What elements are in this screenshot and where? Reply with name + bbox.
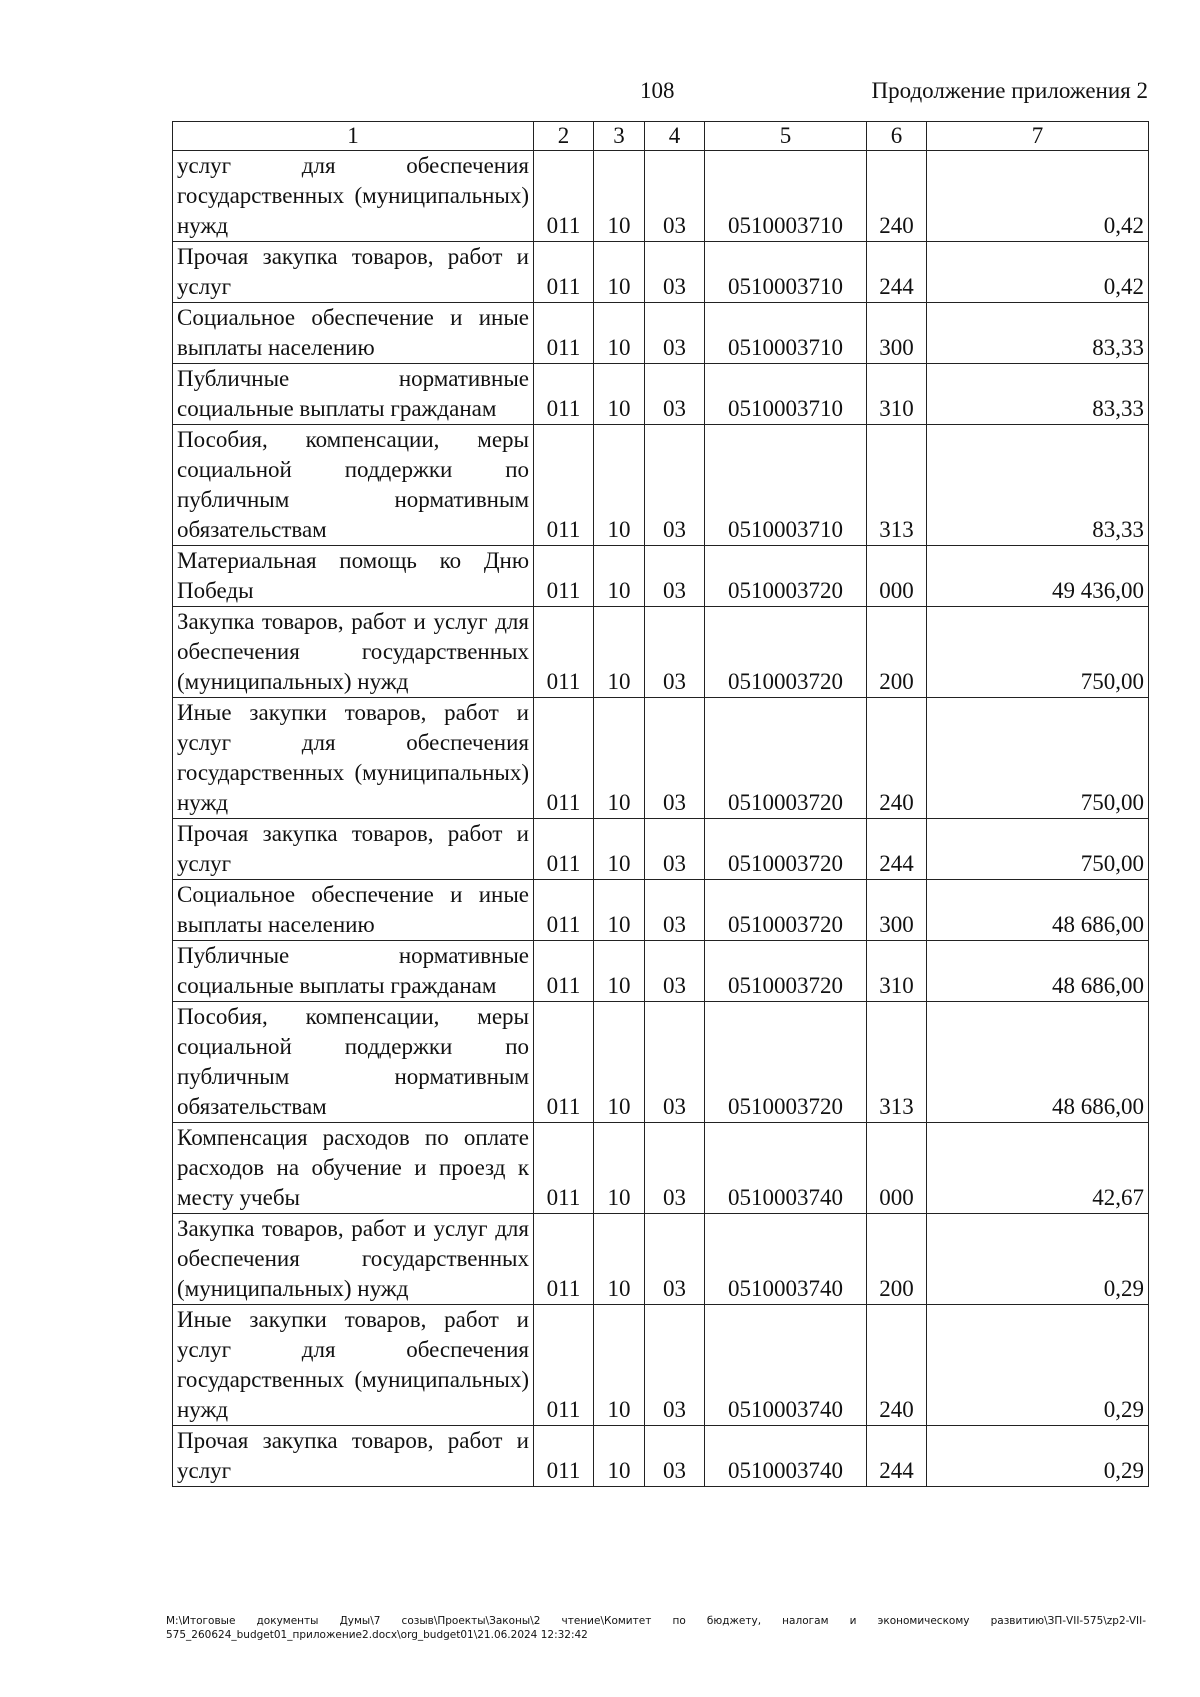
cell-expense-type: 200: [867, 1214, 927, 1305]
cell-target-article: 0510003720: [705, 698, 867, 819]
cell-name: Материальная помощь ко Дню Победы: [173, 546, 534, 607]
cell-section: 10: [594, 151, 645, 242]
page-number: 108: [640, 78, 675, 103]
table-row: [173, 819, 1149, 880]
cell-expense-type: 240: [867, 698, 927, 819]
cell-expense-type: 313: [867, 1002, 927, 1123]
cell-target-article: 0510003720: [705, 607, 867, 698]
cell-target-article: 0510003710: [705, 151, 867, 242]
cell-subsection: 03: [645, 1214, 705, 1305]
cell-name: Закупка товаров, работ и услуг для обеспечения государственных (муниципальных) нужд: [173, 1214, 534, 1305]
table-row: [173, 1002, 1149, 1123]
cell-section: 10: [594, 819, 645, 880]
cell-expense-type: 244: [867, 1426, 927, 1487]
cell-name: Пособия, компенсации, меры социальной поддержки по публичным нормативным обязательствам: [173, 425, 534, 546]
cell-subsection: 03: [645, 1123, 705, 1214]
cell-section: 10: [594, 546, 645, 607]
cell-target-article: 0510003740: [705, 1123, 867, 1214]
cell-expense-type: 244: [867, 819, 927, 880]
cell-subsection: 03: [645, 1002, 705, 1123]
cell-name: Пособия, компенсации, меры социальной поддержки по публичным нормативным обязательствам: [173, 1002, 534, 1123]
continuation-label: Продолжение приложения 2: [871, 78, 1148, 103]
cell-amount: 83,33: [927, 364, 1149, 425]
table-header-row: [173, 122, 1149, 151]
cell-name: Прочая закупка товаров, работ и услуг: [173, 819, 534, 880]
cell-amount: 49 436,00: [927, 546, 1149, 607]
column-header: 2: [534, 122, 594, 151]
cell-code: 011: [534, 1305, 594, 1426]
cell-amount: 0,29: [927, 1305, 1149, 1426]
cell-expense-type: 244: [867, 242, 927, 303]
cell-subsection: 03: [645, 303, 705, 364]
cell-target-article: 0510003710: [705, 425, 867, 546]
column-header: 3: [594, 122, 645, 151]
cell-code: 011: [534, 819, 594, 880]
cell-code: 011: [534, 303, 594, 364]
cell-section: 10: [594, 607, 645, 698]
table-row: [173, 941, 1149, 1002]
table-row: [173, 546, 1149, 607]
table-row: [173, 880, 1149, 941]
cell-name: Иные закупки товаров, работ и услуг для обеспечения государственных (муниципальных) нужд: [173, 1305, 534, 1426]
cell-section: 10: [594, 242, 645, 303]
table-row: [173, 242, 1149, 303]
cell-subsection: 03: [645, 607, 705, 698]
cell-expense-type: 000: [867, 546, 927, 607]
cell-section: 10: [594, 1426, 645, 1487]
cell-name: Публичные нормативные социальные выплаты гражданам: [173, 941, 534, 1002]
cell-code: 011: [534, 364, 594, 425]
cell-subsection: 03: [645, 819, 705, 880]
cell-name: Публичные нормативные социальные выплаты гражданам: [173, 364, 534, 425]
cell-subsection: 03: [645, 941, 705, 1002]
cell-code: 011: [534, 607, 594, 698]
cell-code: 011: [534, 242, 594, 303]
cell-expense-type: 000: [867, 1123, 927, 1214]
table-row: [173, 364, 1149, 425]
cell-amount: 48 686,00: [927, 941, 1149, 1002]
cell-target-article: 0510003720: [705, 941, 867, 1002]
cell-section: 10: [594, 425, 645, 546]
table-row: [173, 1305, 1149, 1426]
cell-subsection: 03: [645, 546, 705, 607]
cell-section: 10: [594, 880, 645, 941]
cell-name: услуг для обеспечения государственных (муниципальных) нужд: [173, 151, 534, 242]
column-header: 5: [705, 122, 867, 151]
cell-subsection: 03: [645, 1305, 705, 1426]
cell-code: 011: [534, 1426, 594, 1487]
table-row: [173, 1123, 1149, 1214]
cell-target-article: 0510003720: [705, 880, 867, 941]
column-header: 4: [645, 122, 705, 151]
cell-section: 10: [594, 1214, 645, 1305]
table-row: [173, 151, 1149, 242]
cell-code: 011: [534, 151, 594, 242]
cell-subsection: 03: [645, 425, 705, 546]
cell-code: 011: [534, 1123, 594, 1214]
cell-expense-type: 300: [867, 880, 927, 941]
cell-name: Прочая закупка товаров, работ и услуг: [173, 1426, 534, 1487]
cell-amount: 750,00: [927, 698, 1149, 819]
cell-expense-type: 200: [867, 607, 927, 698]
table-row: [173, 303, 1149, 364]
cell-code: 011: [534, 1002, 594, 1123]
cell-expense-type: 310: [867, 364, 927, 425]
cell-expense-type: 300: [867, 303, 927, 364]
budget-table: [172, 121, 1149, 1487]
cell-subsection: 03: [645, 364, 705, 425]
cell-name: Закупка товаров, работ и услуг для обеспечения государственных (муниципальных) нужд: [173, 607, 534, 698]
table-row: [173, 698, 1149, 819]
cell-target-article: 0510003740: [705, 1426, 867, 1487]
cell-code: 011: [534, 941, 594, 1002]
cell-expense-type: 310: [867, 941, 927, 1002]
cell-expense-type: 240: [867, 1305, 927, 1426]
cell-amount: 0,29: [927, 1214, 1149, 1305]
cell-amount: 750,00: [927, 819, 1149, 880]
cell-section: 10: [594, 698, 645, 819]
cell-section: 10: [594, 303, 645, 364]
cell-target-article: 0510003740: [705, 1214, 867, 1305]
cell-code: 011: [534, 425, 594, 546]
column-header: 7: [927, 122, 1149, 151]
table-row: [173, 1214, 1149, 1305]
cell-name: Компенсация расходов по оплате расходов на обучение и проезд к месту учебы: [173, 1123, 534, 1214]
cell-section: 10: [594, 1123, 645, 1214]
table-row: [173, 425, 1149, 546]
cell-amount: 42,67: [927, 1123, 1149, 1214]
cell-target-article: 0510003720: [705, 1002, 867, 1123]
cell-amount: 0,29: [927, 1426, 1149, 1487]
cell-amount: 48 686,00: [927, 880, 1149, 941]
column-header: 1: [173, 122, 534, 151]
cell-subsection: 03: [645, 1426, 705, 1487]
cell-code: 011: [534, 698, 594, 819]
table-row: [173, 1426, 1149, 1487]
cell-name: Иные закупки товаров, работ и услуг для обеспечения государственных (муниципальных) нужд: [173, 698, 534, 819]
table-row: [173, 607, 1149, 698]
cell-target-article: 0510003720: [705, 819, 867, 880]
cell-target-article: 0510003710: [705, 242, 867, 303]
column-header: 6: [867, 122, 927, 151]
cell-name: Социальное обеспечение и иные выплаты населению: [173, 880, 534, 941]
cell-subsection: 03: [645, 242, 705, 303]
cell-section: 10: [594, 1002, 645, 1123]
cell-section: 10: [594, 1305, 645, 1426]
table-body: [173, 151, 1149, 1487]
cell-target-article: 0510003720: [705, 546, 867, 607]
cell-section: 10: [594, 364, 645, 425]
cell-amount: 83,33: [927, 303, 1149, 364]
cell-code: 011: [534, 880, 594, 941]
footer-file-path: M:\Итоговые документы Думы\7 созыв\Проекты\Законы\2 чтение\Комитет по бюджету, налогам и экономическому развитию\ЗП-VII-575\zp2-VII-575_260624_budget01_приложение2.docx\org_budget01\21.06.2024 12:32:42: [166, 1615, 1146, 1641]
cell-amount: 48 686,00: [927, 1002, 1149, 1123]
cell-target-article: 0510003710: [705, 364, 867, 425]
cell-expense-type: 313: [867, 425, 927, 546]
cell-code: 011: [534, 1214, 594, 1305]
cell-subsection: 03: [645, 880, 705, 941]
cell-amount: 0,42: [927, 151, 1149, 242]
cell-name: Прочая закупка товаров, работ и услуг: [173, 242, 534, 303]
cell-expense-type: 240: [867, 151, 927, 242]
cell-name: Социальное обеспечение и иные выплаты населению: [173, 303, 534, 364]
cell-amount: 750,00: [927, 607, 1149, 698]
cell-target-article: 0510003740: [705, 1305, 867, 1426]
cell-subsection: 03: [645, 698, 705, 819]
cell-target-article: 0510003710: [705, 303, 867, 364]
cell-amount: 83,33: [927, 425, 1149, 546]
cell-code: 011: [534, 546, 594, 607]
cell-amount: 0,42: [927, 242, 1149, 303]
cell-section: 10: [594, 941, 645, 1002]
cell-subsection: 03: [645, 151, 705, 242]
